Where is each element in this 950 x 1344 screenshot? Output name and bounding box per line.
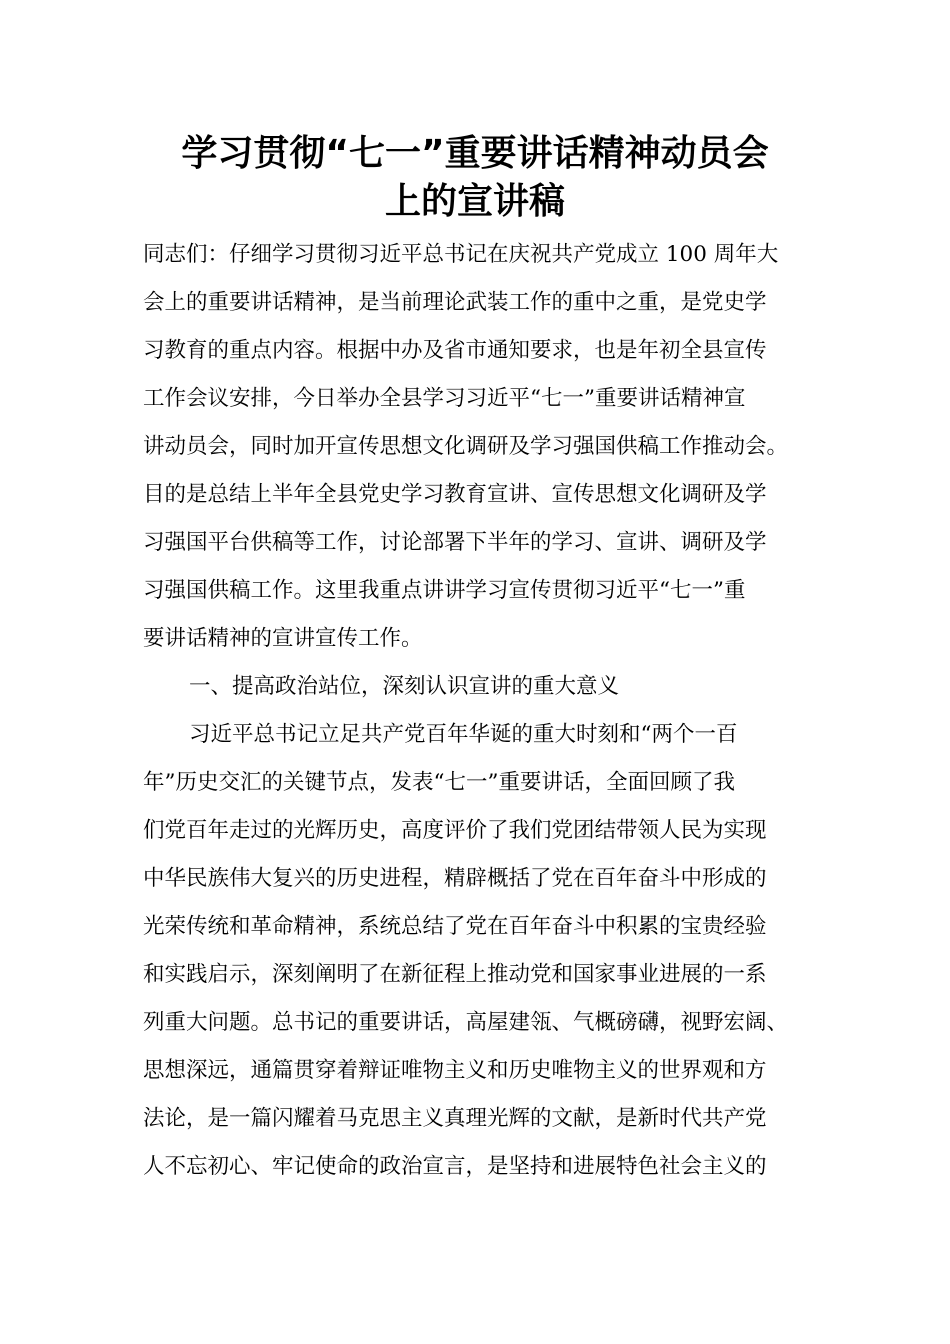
body-line-6: 目的是总结上半年全县党史学习教育宣讲、宣传思想文化调研及学 — [143, 482, 767, 507]
body-line-7: 习强国平台供稿等工作，讨论部署下半年的学习、宣讲、调研及学 — [143, 530, 767, 555]
body-line-18: 思想深远，通篇贯穿着辩证唯物主义和历史唯物主义的世界观和方 — [143, 1058, 767, 1083]
body-line-3: 习教育的重点内容。根据中办及省市通知要求，也是年初全县宣传 — [143, 338, 767, 363]
body-line-20: 人不忘初心、牢记使命的政治宣言，是坚持和进展特色社会主义的 — [143, 1154, 767, 1179]
body-line-16: 和实践启示，深刻阐明了在新征程上推动党和国家事业进展的一系 — [143, 962, 767, 987]
body-line-1: 同志们：仔细学习贯彻习近平总书记在庆祝共产党成立 100 周年大 — [143, 242, 779, 267]
body-line-13: 们党百年走过的光辉历史，高度评价了我们党团结带领人民为实现 — [143, 818, 767, 843]
body-line-2: 会上的重要讲话精神，是当前理论武装工作的重中之重，是党史学 — [143, 290, 767, 315]
body-line-15: 光荣传统和革命精神，系统总结了党在百年奋斗中积累的宝贵经验 — [143, 914, 767, 939]
document-title-line-2: 上的宣讲稿 — [384, 181, 565, 222]
body-line-8: 习强国供稿工作。这里我重点讲讲学习宣传贯彻习近平“七一”重 — [143, 578, 746, 603]
body-line-14: 中华民族伟大复兴的历史进程，精辟概括了党在百年奋斗中形成的 — [143, 866, 767, 891]
section-heading: 一、提高政治站位，深刻认识宣讲的重大意义 — [189, 674, 620, 699]
body-line-5: 讲动员会，同时加开宣传思想文化调研及学习强国供稿工作推动会。 — [143, 434, 789, 459]
body-line-17: 列重大问题。总书记的重要讲话，高屋建瓴、气概磅礴，视野宏阔、 — [143, 1010, 789, 1035]
body-line-9: 要讲话精神的宣讲宣传工作。 — [143, 626, 423, 651]
document-title-line-1: 学习贯彻“七一”重要讲话精神动员会 — [181, 133, 769, 174]
body-line-11: 习近平总书记立足共产党百年华诞的重大时刻和“两个一百 — [189, 722, 738, 747]
body-line-19: 法论，是一篇闪耀着马克思主义真理光辉的文献，是新时代共产党 — [143, 1106, 767, 1131]
body-line-4: 工作会议安排，今日举办全县学习习近平“七一”重要讲话精神宣 — [143, 386, 746, 411]
body-line-12: 年”历史交汇的关键节点，发表“七一”重要讲话，全面回顾了我 — [143, 770, 735, 795]
